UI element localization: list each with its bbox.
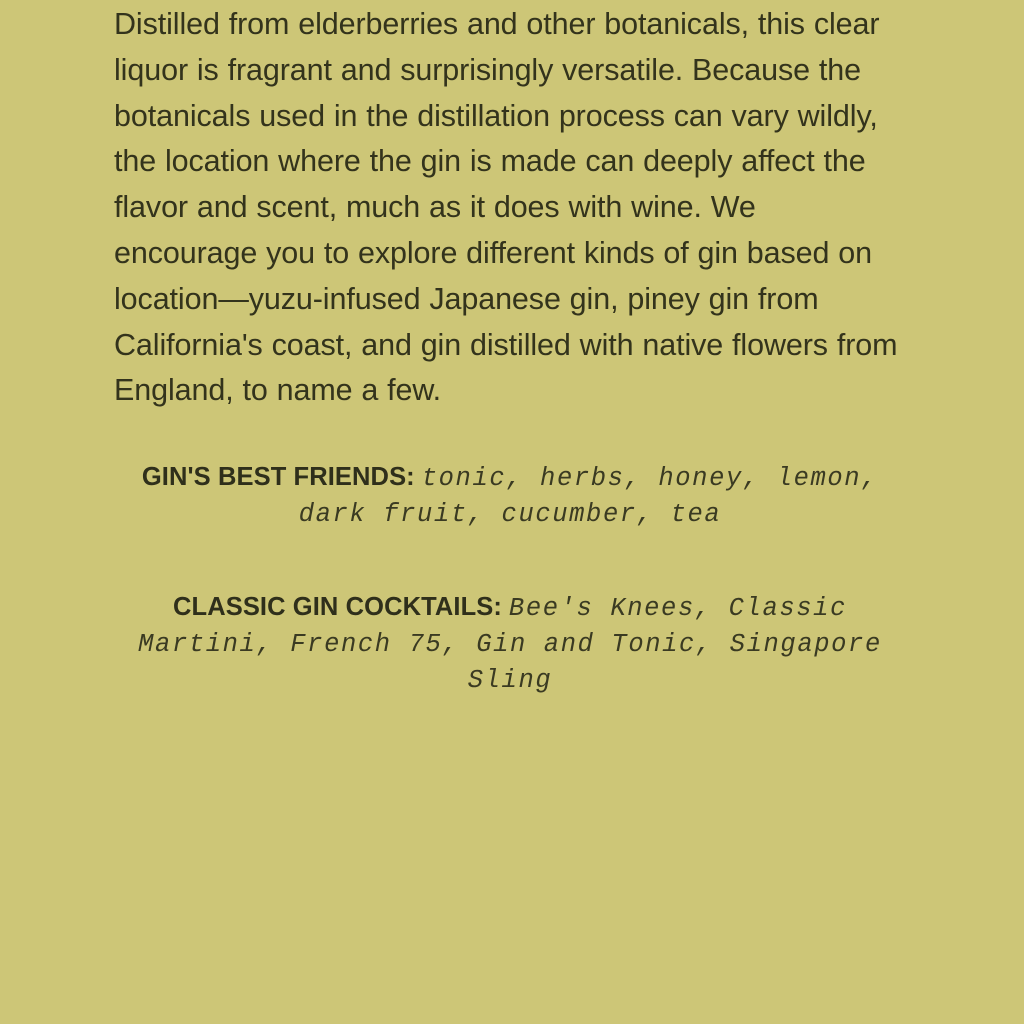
pairing-label-best-friends: GIN'S BEST FRIENDS:	[141, 463, 415, 492]
body-paragraph: Distilled from elderberries and other botanicals, this clear liquor is fragrant and surprisingly versatile. Because the botanicals used in the distillation process can vary wildly, the location where the gin is made can deeply affect the flavor and scent, much as it does with wine. We encourage you to explore different kinds of gin based on location—yuzu-infused Japanese gin, piney gin from California's coast, and gin distilled with native flowers from England, to name a few.	[114, 7, 898, 408]
pairing-items-best-friends: tonic, herbs, honey, lemon, dark fruit, cucumber, tea	[298, 464, 879, 530]
pairing-items-classic-cocktails: Bee's Knees, Classic Martini, French 75, Gin and Tonic, Singapore Sling	[138, 594, 882, 696]
pairing-label-classic-cocktails: CLASSIC GIN COCKTAILS:	[173, 593, 502, 622]
pairing-block-classic-cocktails	[114, 590, 906, 698]
pairing-block-best-friends	[114, 460, 906, 532]
